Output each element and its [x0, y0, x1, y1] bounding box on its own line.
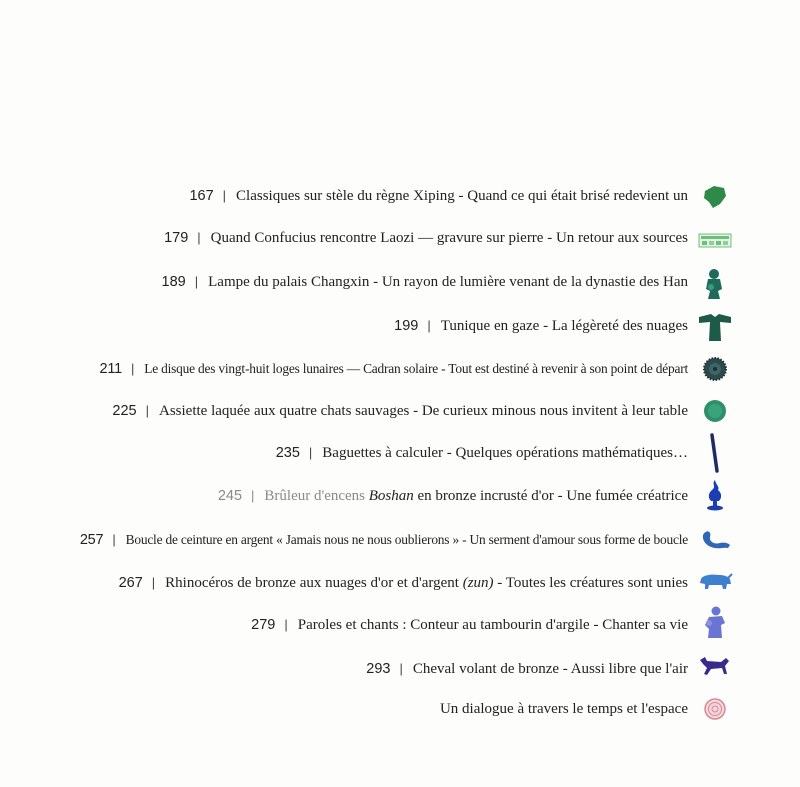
toc-separator: | — [399, 661, 403, 676]
toc-entry-title: Quand Confucius rencontre Laozi — gravure sur pierre - Un retour aux sources — [210, 230, 688, 246]
toc-page-number: 235 — [275, 445, 300, 461]
toc-separator: | — [112, 532, 116, 547]
toc-page-number: 167 — [189, 188, 214, 204]
toc-separator: | — [197, 230, 201, 245]
toc-entry-epilogue[interactable] — [440, 699, 688, 719]
toc-page-number: 293 — [366, 661, 391, 677]
toc-entry-279[interactable] — [251, 615, 688, 635]
jade-fragment-icon — [700, 182, 730, 212]
toc-page-number: 179 — [164, 230, 189, 246]
sundial-disc-icon — [700, 354, 730, 384]
toc-entry-199[interactable] — [394, 316, 688, 336]
toc-entry-title: Lampe du palais Changxin - Un rayon de lumière venant de la dynastie des Han — [208, 274, 688, 290]
toc-entry-title: Classiques sur stèle du règne Xiping - Quand ce qui était brisé redevient un — [236, 188, 688, 204]
toc-entry-245[interactable] — [218, 486, 688, 506]
toc-entry-title: Cheval volant de bronze - Aussi libre que l'air — [412, 661, 688, 677]
lacquer-plate-icon — [700, 396, 730, 426]
counting-rod-icon — [700, 433, 730, 473]
toc-entry-title: Un dialogue à travers le temps et l'espace — [439, 701, 688, 717]
palace-lamp-icon — [700, 267, 730, 301]
toc-page-number: 211 — [99, 361, 123, 377]
toc-entry-italic-term: (zun) — [462, 575, 494, 591]
toc-page-number: 279 — [251, 617, 276, 633]
toc-entry-167[interactable] — [189, 186, 688, 206]
toc-entry-293[interactable] — [366, 659, 688, 679]
belt-buckle-icon — [700, 525, 732, 555]
toc-separator: | — [308, 445, 313, 460]
spiral-disc-icon — [700, 694, 730, 724]
toc-entry-267[interactable] — [119, 573, 688, 593]
toc-entry-italic-term: Boshan — [368, 488, 414, 504]
toc-entry-title: Rhinocéros de bronze aux nuages d'or et d'argent (zun) - Toutes les créatures sont unies — [165, 575, 688, 591]
toc-entry-title: Tunique en gaze - La légèreté des nuages — [440, 318, 688, 334]
incense-burner-icon — [700, 478, 730, 512]
stone-engraving-icon — [698, 225, 732, 255]
toc-page-number: 257 — [79, 532, 104, 548]
toc-separator: | — [151, 575, 156, 590]
toc-entry-title: Le disque des vingt-huit loges lunaires — Cadran solaire - Tout est destiné à revenir à son point de départ — [144, 361, 688, 376]
toc-page-number: 245 — [217, 488, 243, 504]
toc-page-number: 267 — [118, 575, 143, 591]
toc-separator: | — [222, 188, 227, 203]
toc-entry-225[interactable] — [112, 401, 688, 421]
toc-separator: | — [284, 617, 288, 632]
toc-entry-title: Baguettes à calculer - Quelques opérations mathématiques… — [322, 445, 688, 461]
toc-entry-179[interactable] — [164, 228, 688, 248]
toc-separator: | — [131, 361, 135, 376]
toc-entry-235[interactable] — [276, 443, 688, 463]
toc-entry-257[interactable] — [80, 530, 688, 550]
toc-entry-title: Paroles et chants : Conteur au tambourin d'argile - Chanter sa vie — [297, 617, 688, 633]
toc-entry-189[interactable] — [162, 272, 688, 292]
storyteller-figure-icon — [700, 605, 730, 641]
toc-page-number: 199 — [394, 318, 419, 334]
rhinoceros-icon — [697, 567, 733, 597]
toc-page-number: 189 — [161, 274, 186, 290]
toc-entry-title: Assiette laquée aux quatre chats sauvages - De curieux minous nous invitent à leur table — [159, 403, 688, 419]
toc-separator: | — [251, 488, 255, 503]
toc-page-number: 225 — [112, 403, 137, 419]
toc-entry-211[interactable] — [100, 359, 688, 379]
gauze-tunic-icon — [697, 309, 733, 343]
toc-separator: | — [145, 403, 149, 418]
toc-entry-title: Boucle de ceinture en argent « Jamais nous ne nous oublierons » - Un serment d'amour sous forme de boucle — [125, 532, 688, 547]
toc-separator: | — [194, 274, 199, 289]
flying-horse-icon — [697, 652, 731, 682]
toc-entry-title: Brûleur d'encens Boshan en bronze incrusté d'or - Une fumée créatrice — [264, 488, 688, 504]
toc-separator: | — [427, 318, 431, 333]
